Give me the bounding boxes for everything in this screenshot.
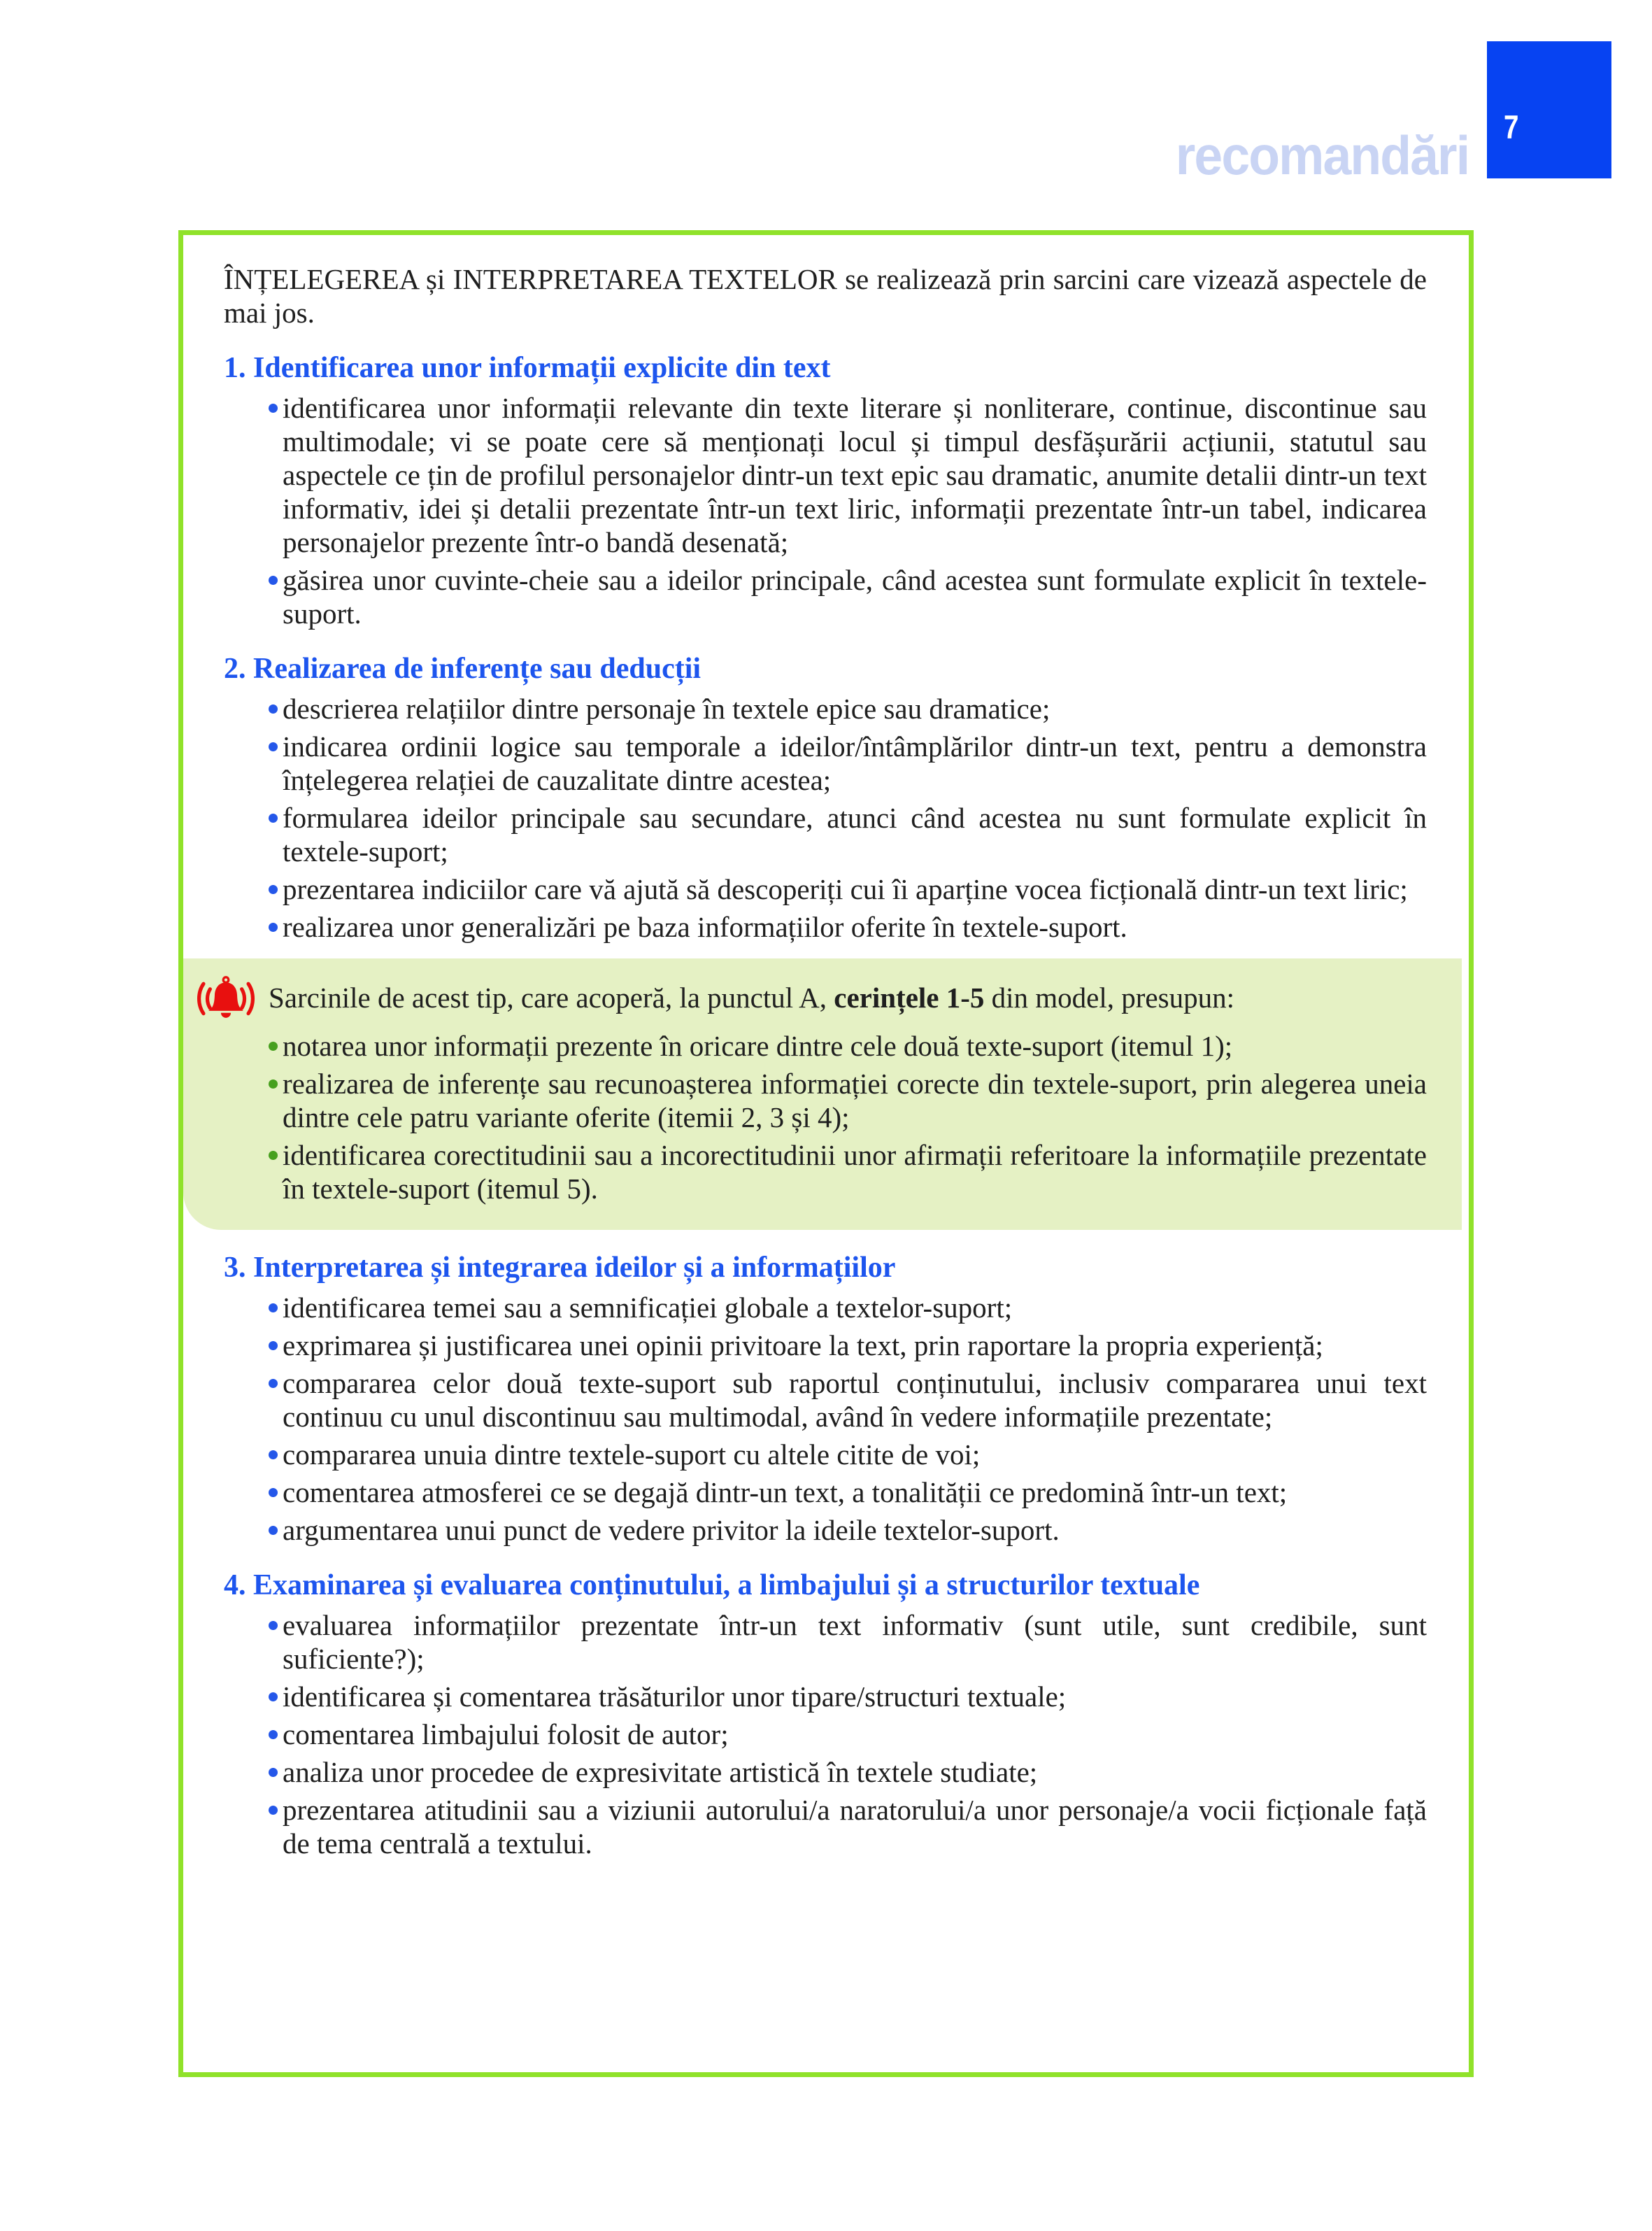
bullet-list bbox=[224, 392, 1427, 631]
bullet-item: identificarea corectitudinii sau a incorectitudinii unor afirmații referitoare la informațiile prezentate în textele-suport (itemul 5). bbox=[224, 1139, 1427, 1206]
alert-bell-icon bbox=[183, 975, 269, 1021]
bullet-item: compararea unuia dintre textele-suport cu altele citite de voi; bbox=[224, 1438, 1427, 1472]
section-inferente-deductii bbox=[224, 652, 1427, 944]
callout-intro-bold: cerințele 1-5 bbox=[834, 982, 985, 1014]
bullet-item: realizarea de inferențe sau recunoașterea informației corecte din textele-suport, prin alegerea uneia dintre cele patru variante oferite (itemii 2, 3 și 4); bbox=[224, 1068, 1427, 1135]
callout-header bbox=[183, 975, 1427, 1021]
section-title: 3. Interpretarea și integrarea ideilor și a informațiilor bbox=[224, 1251, 896, 1284]
bullet-item: identificarea și comentarea trăsăturilor unor tipare/structuri textuale; bbox=[224, 1680, 1427, 1714]
intro-paragraph: ÎNȚELEGEREA și INTERPRETAREA TEXTELOR se realizează prin sarcini care vizează aspectele de mai jos. bbox=[224, 263, 1427, 329]
section-identificare-informatii bbox=[224, 351, 1427, 631]
bullet-item: exprimarea și justificarea unei opinii privitoare la text, prin raportare la propria experiență; bbox=[224, 1329, 1427, 1363]
bullet-item: evaluarea informațiilor prezentate într-un text informativ (sunt utile, sunt credibile, sunt suficiente?); bbox=[224, 1609, 1427, 1676]
callout-intro bbox=[269, 982, 1427, 1015]
bullet-item: compararea celor două texte-suport sub raportul conținutului, inclusiv compararea unui text continuu cu unul discontinuu sau multimodal, având în vedere informațiile prezentate; bbox=[224, 1367, 1427, 1434]
bullet-item: prezentarea atitudinii sau a viziunii autorului/a naratorului/a unor personaje/a vocii ficționale față de tema centrală a textului. bbox=[224, 1794, 1427, 1861]
section-title: 4. Examinarea și evaluarea conținutului, a limbajului și a structurilor textuale bbox=[224, 1569, 1200, 1602]
bullet-item: identificarea unor informații relevante din texte literare și nonliterare, continue, discontinue sau multimodale; vi se poate cere să menționați locul și timpul desfășurării acțiunii, statutul sau aspectele ce țin de profilul personajelor dintr-un text epic sau dramatic, anumite detalii dintr-un text informativ, idei și detalii prezentate într-un text liric, informații prezentate într-un tabel, indicarea personajelor prezente într-o bandă desenată; bbox=[224, 392, 1427, 560]
section-interpretare-integrare bbox=[224, 1251, 1427, 1547]
callout-intro-prefix: Sarcinile de acest tip, care acoperă, la punctul A, bbox=[269, 982, 834, 1014]
page-number: 7 bbox=[1504, 108, 1519, 146]
alert-callout bbox=[183, 958, 1462, 1230]
bullet-item: identificarea temei sau a semnificației globale a textelor-suport; bbox=[224, 1291, 1427, 1325]
section-title: 2. Realizarea de inferențe sau deducții bbox=[224, 653, 702, 686]
bullet-item: comentarea limbajului folosit de autor; bbox=[224, 1718, 1427, 1752]
bullet-item: formularea ideilor principale sau secundare, atunci când acestea nu sunt formulate explicit în textele-suport; bbox=[224, 802, 1427, 869]
callout-intro-suffix: din model, presupun: bbox=[984, 982, 1234, 1014]
bullet-item: realizarea unor generalizări pe baza informațiilor oferite în textele-suport. bbox=[224, 911, 1427, 944]
bullet-item: indicarea ordinii logice sau temporale a ideilor/întâmplărilor dintr-un text, pentru a demonstra înțelegerea relației de cauzalitate dintre acestea; bbox=[224, 730, 1427, 798]
section-title: 1. Identificarea unor informații explicite din text bbox=[224, 351, 831, 384]
bullet-list bbox=[224, 693, 1427, 944]
callout-bullet-list bbox=[224, 1030, 1427, 1206]
bullet-item: analiza unor procedee de expresivitate artistică în textele studiate; bbox=[224, 1756, 1427, 1790]
bullet-item: prezentarea indiciilor care vă ajută să descoperiți cui îi aparține vocea ficțională dintr-un text liric; bbox=[224, 873, 1427, 907]
bullet-item: descrierea relațiilor dintre personaje în textele epice sau dramatice; bbox=[224, 693, 1427, 726]
bullet-item: găsirea unor cuvinte-cheie sau a ideilor principale, când acestea sunt formulate explicit în textele-suport. bbox=[224, 564, 1427, 631]
bullet-item: notarea unor informații prezente în oricare dintre cele două texte-suport (itemul 1); bbox=[224, 1030, 1427, 1063]
page-number-box bbox=[1487, 41, 1611, 178]
bullet-item: argumentarea unui punct de vedere privitor la ideile textelor-suport. bbox=[224, 1514, 1427, 1547]
section-examinare-evaluare bbox=[224, 1568, 1427, 1861]
page-header bbox=[1157, 41, 1611, 187]
content-box bbox=[178, 230, 1474, 2077]
bullet-item: comentarea atmosferei ce se degajă dintr-un text, a tonalității ce predomină într-un text; bbox=[224, 1476, 1427, 1510]
running-head-label: recomandări bbox=[1175, 125, 1469, 187]
bullet-list bbox=[224, 1609, 1427, 1861]
bullet-list bbox=[224, 1291, 1427, 1547]
